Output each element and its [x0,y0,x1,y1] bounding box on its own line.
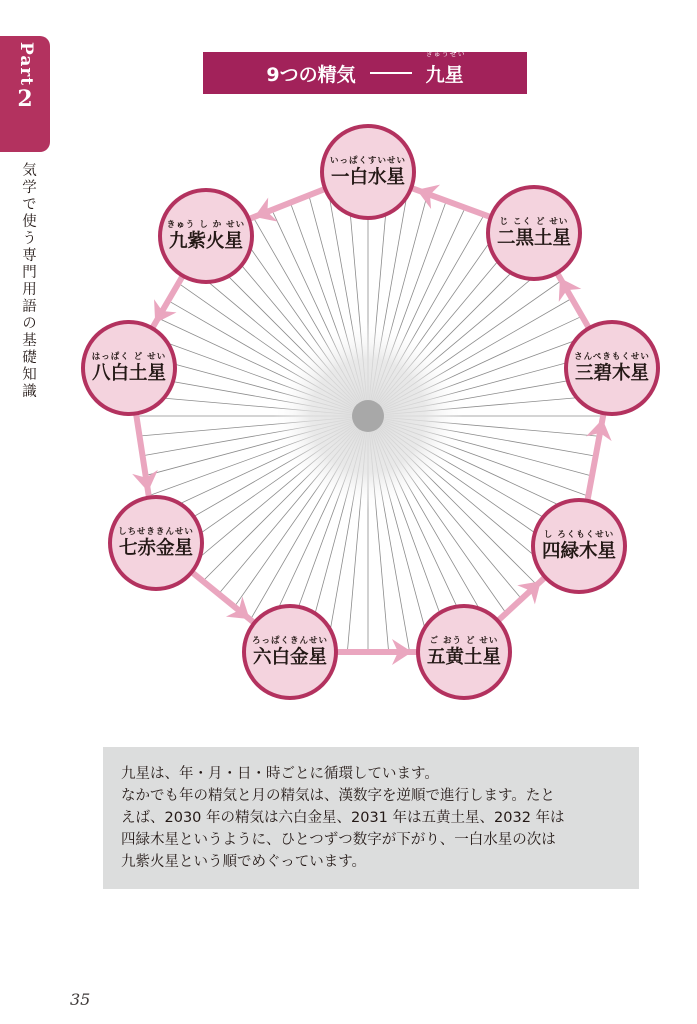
star-name: 五黄土星 [426,646,501,668]
star-ruby: ご おう ど せい [429,635,499,646]
description-line: 九星は、年・月・日・時ごとに循環しています。 [121,766,439,782]
star-ruby: じ こく ど せい [499,216,569,227]
star-sanpeki-mokusei [564,320,660,416]
star-roppaku-kinsei [242,604,338,700]
star-shichiseki-kinsei [108,495,204,591]
star-ruby: きゅう し か せい [166,219,246,230]
star-name: 三碧木星 [574,362,649,384]
description-line: えば、2030 年の精気は六白金星、2031 年は五黄土星、2032 年は [121,810,565,826]
description-box [103,747,639,889]
star-goou-dosei [416,604,512,700]
star-ippaku-suisei [320,124,416,220]
section-header [203,49,527,94]
star-ruby: いっぱくすいせい [329,155,406,166]
page-number: 35 [70,990,91,1009]
star-name: 二黒土星 [496,227,571,249]
star-jikoku-dosei [486,185,582,281]
chapter-title: 気学で使う専門用語の基礎知識 [20,162,36,400]
star-happaku-dosei [81,320,177,416]
star-ruby: ろっぱくきんせい [251,635,328,646]
star-name: 九紫火星 [168,230,243,252]
star-name: 一白水星 [330,166,405,188]
header-dash [370,72,412,74]
center-dot [352,400,384,432]
star-name: 七赤金星 [118,537,193,559]
header-kyusei [425,49,466,87]
star-ruby: さんぺきもくせい [574,351,650,362]
star-kyushi-kasei [158,188,254,284]
star-shiroku-mokusei [531,498,627,594]
description-line: 四緑木星というように、ひとつずつ数字が下がり、一白水星の次は [121,832,556,848]
header-kyusei-ruby: きゅうせい [425,49,466,58]
header-kyusei-text: 九星 [425,63,464,86]
description-line: なかでも年の精気と月の精気は、漢数字を逆順で進行します。たと [121,788,555,804]
part-number: 2 [17,86,33,113]
part-label: Part [15,42,36,87]
description-line: 九紫火星という順でめぐっています。 [121,854,367,870]
star-ruby: しちせききんせい [118,526,194,537]
header-title: 9つの精気 [266,63,356,86]
star-ruby: し ろくもくせい [543,529,615,540]
star-ruby: はっぱく ど せい [91,351,167,362]
star-name: 八白土星 [91,362,166,384]
star-name: 四緑木星 [541,540,616,562]
star-name: 六白金星 [252,646,327,668]
